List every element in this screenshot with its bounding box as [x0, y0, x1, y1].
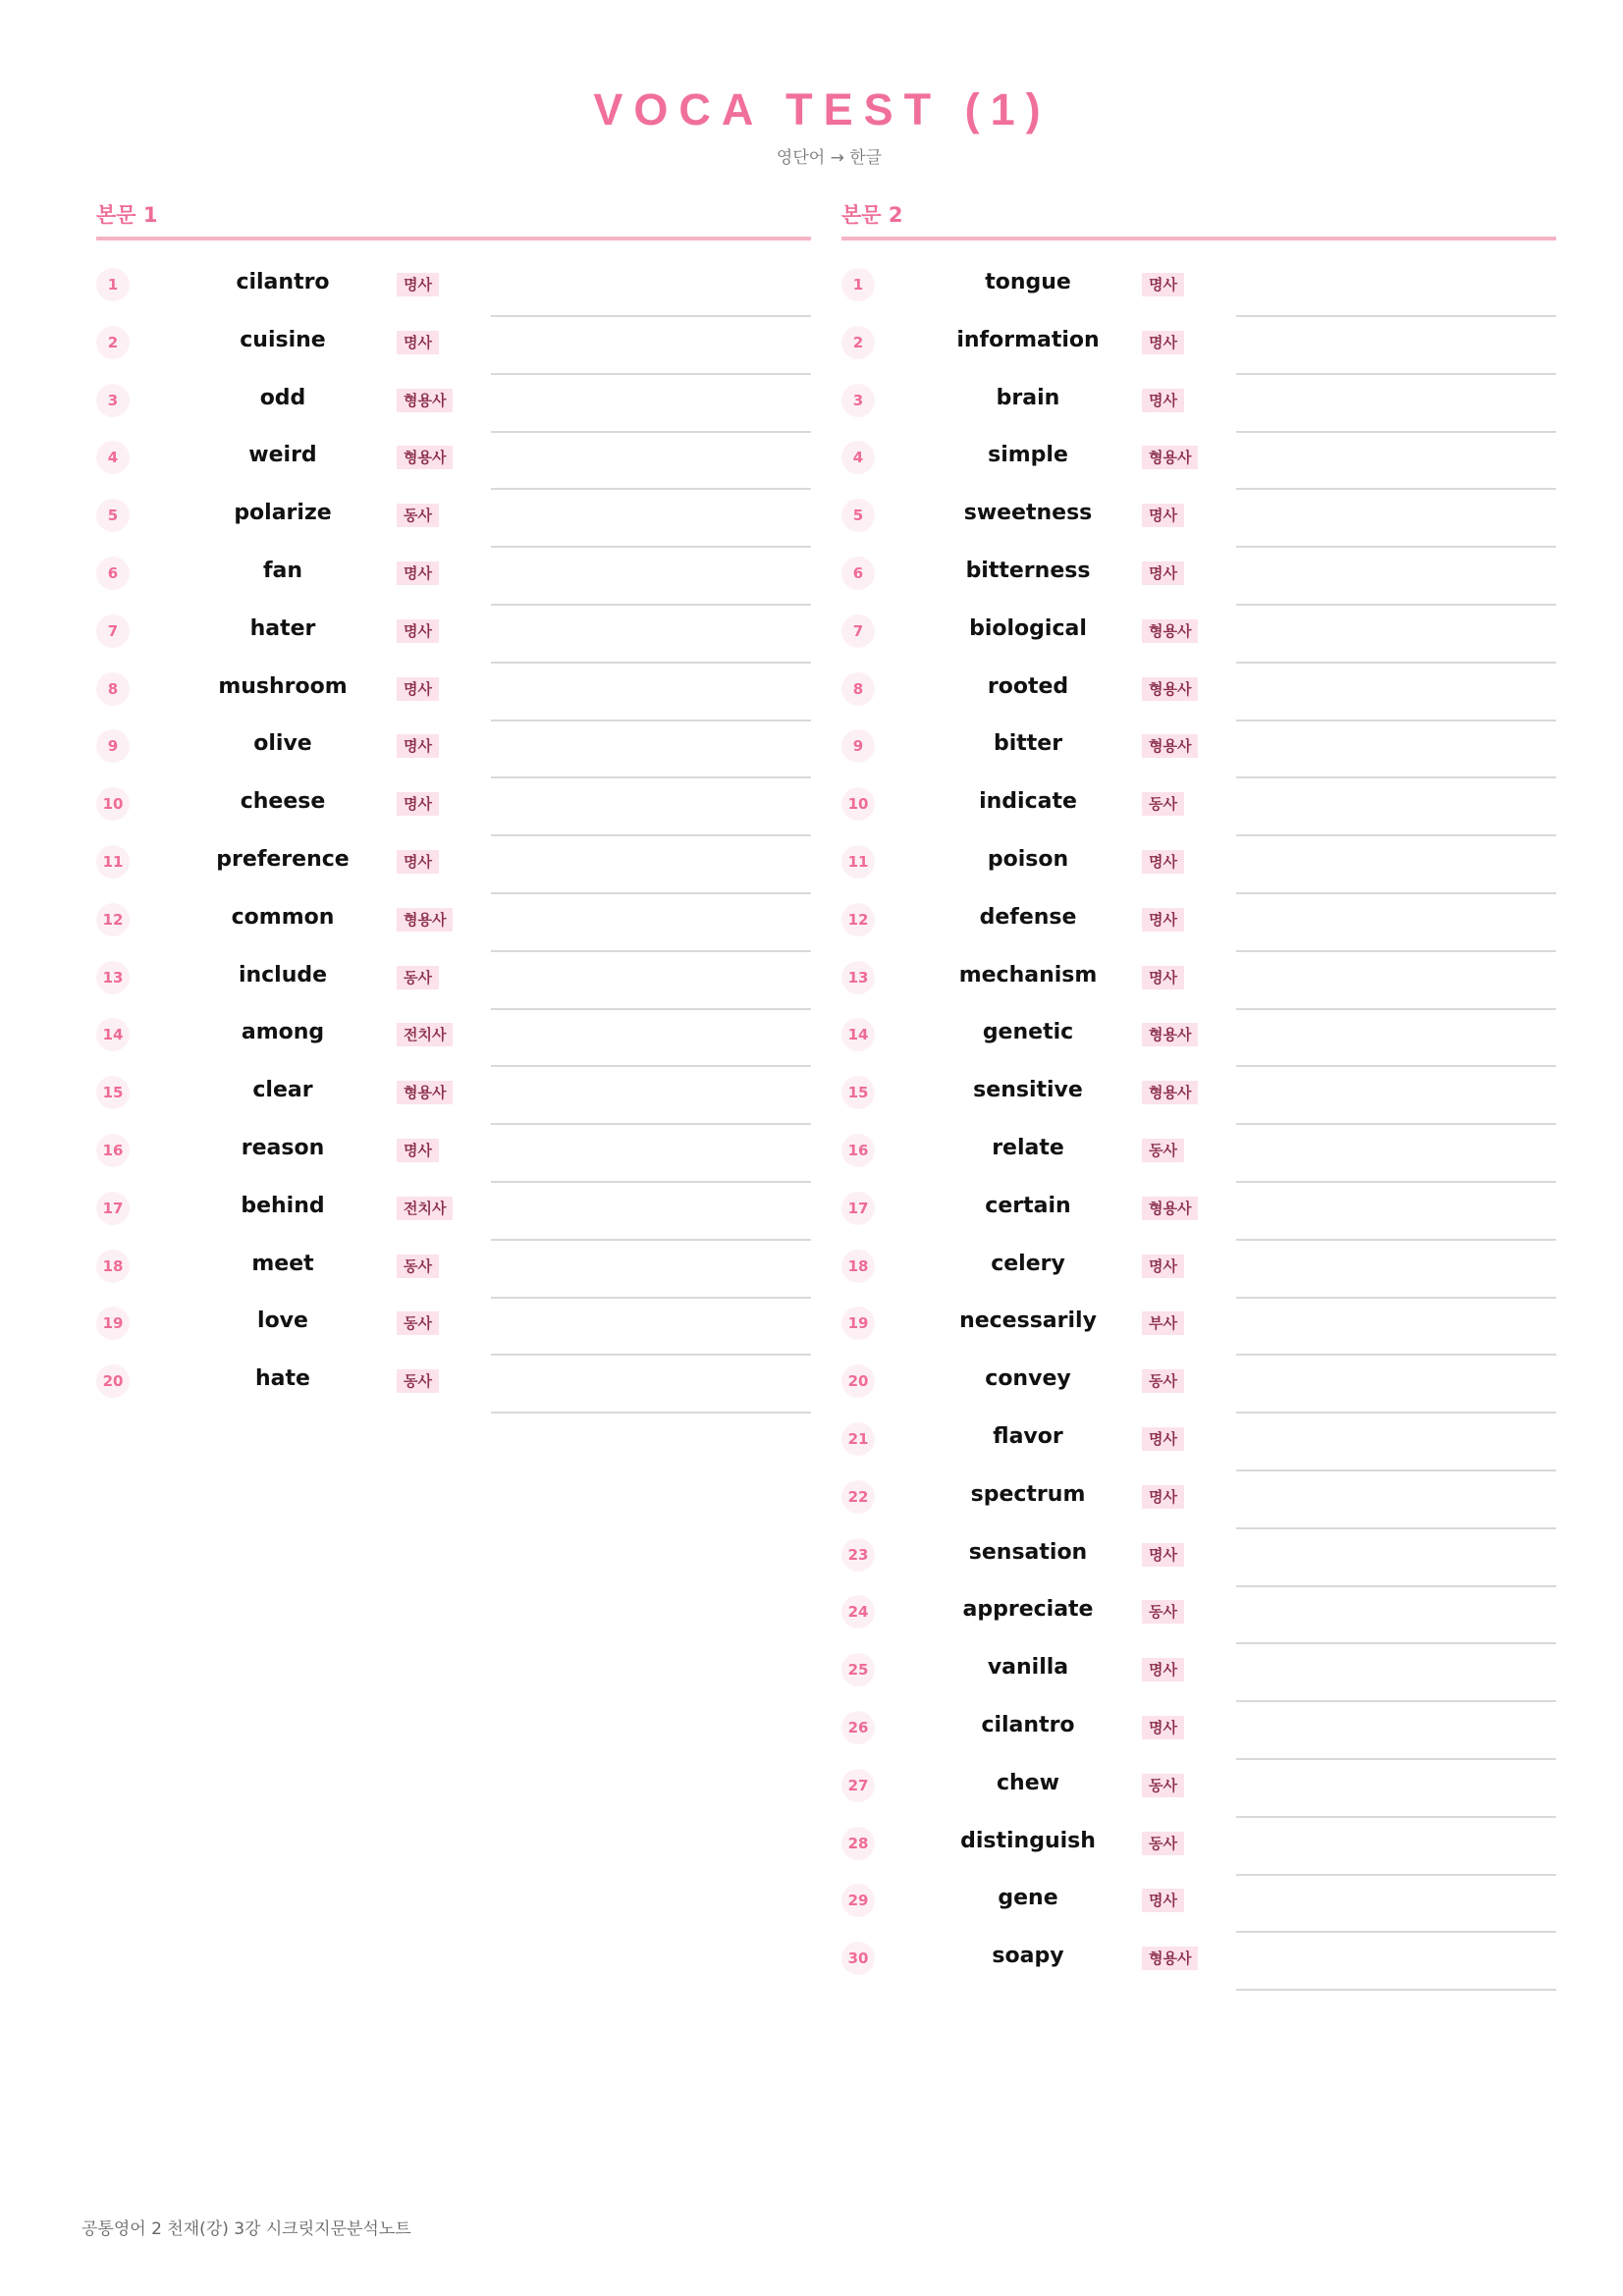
- vocab-row: [841, 1337, 1556, 1395]
- item-number: 17: [841, 1192, 875, 1225]
- section-1-column: [96, 197, 811, 1395]
- vocab-row: [841, 1856, 1556, 1914]
- vocab-row: [841, 1511, 1556, 1569]
- part-of-speech-badge: 명사: [1142, 1427, 1184, 1451]
- english-word: love: [257, 1308, 308, 1334]
- item-number: 25: [841, 1653, 875, 1686]
- english-word: celery: [991, 1251, 1065, 1276]
- english-word: hate: [255, 1366, 310, 1392]
- item-number: 12: [841, 903, 875, 936]
- item-number: 19: [96, 1307, 130, 1340]
- item-number: 22: [841, 1480, 875, 1514]
- english-word: tongue: [985, 270, 1071, 294]
- vocab-list: [96, 240, 811, 1395]
- item-number: 6: [841, 557, 875, 590]
- item-number: 4: [96, 441, 130, 474]
- english-word: mushroom: [218, 673, 348, 699]
- vocab-row: [841, 818, 1556, 876]
- page-subtitle: 영단어 → 한글: [776, 148, 883, 168]
- vocab-row: [96, 702, 811, 760]
- vocab-row: [841, 1741, 1556, 1799]
- part-of-speech-badge: 부사: [1142, 1311, 1184, 1335]
- vocab-row: [96, 1106, 811, 1164]
- part-of-speech-badge: 동사: [1142, 1369, 1184, 1393]
- english-word: rooted: [987, 673, 1069, 699]
- vocab-row: [841, 760, 1556, 818]
- part-of-speech-badge: 명사: [397, 850, 439, 874]
- part-of-speech-badge: 명사: [1142, 561, 1184, 585]
- item-number: 15: [841, 1076, 875, 1109]
- item-number: 14: [96, 1018, 130, 1051]
- vocab-row: [841, 1106, 1556, 1164]
- part-of-speech-badge: 명사: [397, 561, 439, 585]
- section-2-column: [841, 197, 1556, 1972]
- item-number: 5: [841, 499, 875, 532]
- vocab-row: [841, 702, 1556, 760]
- part-of-speech-badge: 명사: [397, 1139, 439, 1162]
- vocab-row: [96, 356, 811, 414]
- vocab-row: [96, 1337, 811, 1395]
- part-of-speech-badge: 형용사: [1142, 619, 1198, 643]
- part-of-speech-badge: 명사: [1142, 908, 1184, 932]
- english-word: fan: [262, 558, 303, 583]
- english-word: olive: [253, 731, 312, 757]
- part-of-speech-badge: 동사: [397, 1369, 439, 1393]
- vocab-row: [96, 1222, 811, 1280]
- item-number: 8: [96, 672, 130, 706]
- english-word: include: [238, 962, 328, 988]
- item-number: 11: [96, 845, 130, 879]
- vocab-row: [96, 1164, 811, 1222]
- vocab-row: [841, 1279, 1556, 1337]
- vocab-row: [841, 1914, 1556, 1972]
- part-of-speech-badge: 형용사: [1142, 446, 1198, 469]
- part-of-speech-badge: 명사: [1142, 1543, 1184, 1567]
- part-of-speech-badge: 명사: [397, 677, 439, 701]
- part-of-speech-badge: 형용사: [1142, 677, 1198, 701]
- english-word: weird: [248, 443, 317, 468]
- vocab-row: [96, 471, 811, 529]
- item-number: 2: [841, 326, 875, 359]
- part-of-speech-badge: 전치사: [397, 1197, 453, 1220]
- english-word: vanilla: [987, 1655, 1069, 1681]
- vocab-row: [96, 1279, 811, 1337]
- part-of-speech-badge: 명사: [397, 792, 439, 816]
- english-word: soapy: [992, 1944, 1064, 1969]
- item-number: 3: [841, 384, 875, 417]
- vocab-row: [841, 413, 1556, 471]
- english-word: among: [241, 1020, 325, 1045]
- english-word: information: [956, 327, 1100, 352]
- vocab-row: [841, 1048, 1556, 1106]
- vocab-row: [96, 645, 811, 703]
- vocab-row: [841, 1395, 1556, 1453]
- vocab-row: [96, 760, 811, 818]
- section-title: 본문 1: [96, 203, 158, 227]
- english-word: distinguish: [960, 1828, 1096, 1853]
- vocab-row: [841, 471, 1556, 529]
- vocab-row: [96, 413, 811, 471]
- part-of-speech-badge: 명사: [397, 331, 439, 354]
- part-of-speech-badge: 명사: [1142, 273, 1184, 296]
- item-number: 3: [96, 384, 130, 417]
- item-number: 1: [841, 268, 875, 301]
- item-number: 19: [841, 1307, 875, 1340]
- part-of-speech-badge: 형용사: [1142, 1197, 1198, 1220]
- item-number: 23: [841, 1538, 875, 1572]
- item-number: 21: [841, 1422, 875, 1456]
- vocab-row: [96, 298, 811, 356]
- vocab-row: [841, 529, 1556, 587]
- part-of-speech-badge: 명사: [1142, 1658, 1184, 1682]
- english-word: gene: [998, 1886, 1058, 1911]
- vocab-row: [841, 1799, 1556, 1857]
- part-of-speech-badge: 명사: [1142, 1716, 1184, 1739]
- english-word: indicate: [979, 789, 1077, 815]
- part-of-speech-badge: 형용사: [397, 446, 453, 469]
- english-word: biological: [969, 615, 1087, 641]
- item-number: 9: [96, 729, 130, 763]
- part-of-speech-badge: 형용사: [1142, 734, 1198, 758]
- part-of-speech-badge: 명사: [1142, 389, 1184, 412]
- vocab-row: [841, 876, 1556, 934]
- english-word: poison: [987, 846, 1069, 872]
- part-of-speech-badge: 동사: [1142, 792, 1184, 816]
- part-of-speech-badge: 동사: [1142, 1139, 1184, 1162]
- part-of-speech-badge: 동사: [397, 504, 439, 527]
- part-of-speech-badge: 명사: [397, 734, 439, 758]
- item-number: 20: [841, 1364, 875, 1398]
- item-number: 10: [96, 787, 130, 821]
- part-of-speech-badge: 형용사: [397, 1081, 453, 1104]
- english-word: preference: [216, 846, 350, 872]
- item-number: 17: [96, 1192, 130, 1225]
- section-header: [96, 197, 811, 240]
- item-number: 13: [841, 961, 875, 994]
- english-word: chew: [997, 1770, 1059, 1795]
- item-number: 26: [841, 1711, 875, 1744]
- english-word: odd: [259, 385, 306, 410]
- english-word: common: [231, 904, 335, 930]
- part-of-speech-badge: 명사: [1142, 966, 1184, 989]
- english-word: flavor: [993, 1423, 1063, 1449]
- item-number: 2: [96, 326, 130, 359]
- item-number: 29: [841, 1884, 875, 1917]
- english-word: meet: [251, 1251, 314, 1276]
- answer-line[interactable]: [491, 1412, 811, 1414]
- vocab-row: [841, 1626, 1556, 1683]
- english-word: brain: [996, 385, 1060, 410]
- english-word: genetic: [982, 1020, 1074, 1045]
- part-of-speech-badge: 명사: [1142, 850, 1184, 874]
- english-word: cheese: [240, 789, 326, 815]
- part-of-speech-badge: 형용사: [1142, 1947, 1198, 1970]
- page-title: VOCA TEST (1): [593, 84, 1052, 134]
- item-number: 9: [841, 729, 875, 763]
- part-of-speech-badge: 동사: [1142, 1774, 1184, 1797]
- vocab-row: [841, 1453, 1556, 1511]
- item-number: 7: [96, 614, 130, 648]
- item-number: 5: [96, 499, 130, 532]
- vocab-row: [841, 990, 1556, 1048]
- vocab-row: [841, 1164, 1556, 1222]
- english-word: sensitive: [973, 1078, 1083, 1103]
- english-word: sensation: [968, 1539, 1088, 1565]
- vocab-row: [96, 818, 811, 876]
- section-title: 본문 2: [841, 203, 903, 227]
- english-word: cilantro: [981, 1712, 1075, 1737]
- part-of-speech-badge: 명사: [1142, 504, 1184, 527]
- part-of-speech-badge: 명사: [1142, 331, 1184, 354]
- english-word: cuisine: [240, 327, 326, 352]
- english-word: spectrum: [970, 1481, 1086, 1507]
- page-header: [0, 80, 1623, 168]
- part-of-speech-badge: 동사: [1142, 1600, 1184, 1624]
- english-word: necessarily: [959, 1308, 1097, 1334]
- item-number: 18: [841, 1250, 875, 1283]
- part-of-speech-badge: 형용사: [397, 908, 453, 932]
- part-of-speech-badge: 명사: [1142, 1485, 1184, 1509]
- answer-line[interactable]: [1236, 1989, 1556, 1991]
- item-number: 15: [96, 1076, 130, 1109]
- vocab-row: [96, 529, 811, 587]
- part-of-speech-badge: 동사: [397, 1311, 439, 1335]
- english-word: bitterness: [965, 558, 1091, 583]
- vocab-row: [841, 1222, 1556, 1280]
- english-word: cilantro: [236, 270, 330, 294]
- vocab-row: [841, 1568, 1556, 1626]
- part-of-speech-badge: 동사: [397, 1255, 439, 1278]
- vocab-row: [841, 240, 1556, 298]
- item-number: 8: [841, 672, 875, 706]
- english-word: certain: [985, 1193, 1071, 1218]
- english-word: hater: [249, 615, 316, 641]
- vocab-row: [96, 240, 811, 298]
- vocab-row: [841, 587, 1556, 645]
- english-word: convey: [985, 1366, 1071, 1392]
- vocab-row: [96, 587, 811, 645]
- part-of-speech-badge: 형용사: [397, 389, 453, 412]
- item-number: 7: [841, 614, 875, 648]
- english-word: appreciate: [962, 1597, 1094, 1623]
- vocab-row: [96, 876, 811, 934]
- item-number: 16: [96, 1134, 130, 1167]
- english-word: relate: [992, 1135, 1064, 1160]
- item-number: 10: [841, 787, 875, 821]
- part-of-speech-badge: 명사: [397, 619, 439, 643]
- english-word: clear: [252, 1078, 313, 1103]
- english-word: sweetness: [963, 501, 1093, 526]
- vocab-row: [841, 298, 1556, 356]
- item-number: 24: [841, 1595, 875, 1629]
- vocab-row: [841, 934, 1556, 991]
- english-word: bitter: [993, 731, 1063, 757]
- item-number: 16: [841, 1134, 875, 1167]
- part-of-speech-badge: 전치사: [397, 1023, 453, 1046]
- item-number: 1: [96, 268, 130, 301]
- part-of-speech-badge: 명사: [1142, 1255, 1184, 1278]
- vocab-row: [96, 934, 811, 991]
- part-of-speech-badge: 형용사: [1142, 1081, 1198, 1104]
- vocab-row: [841, 645, 1556, 703]
- item-number: 4: [841, 441, 875, 474]
- item-number: 12: [96, 903, 130, 936]
- item-number: 27: [841, 1769, 875, 1802]
- page-footer: 공통영어 2 천재(강) 3강 시크릿지문분석노트: [81, 2219, 411, 2239]
- part-of-speech-badge: 명사: [397, 273, 439, 296]
- item-number: 18: [96, 1250, 130, 1283]
- part-of-speech-badge: 동사: [397, 966, 439, 989]
- english-word: simple: [988, 443, 1068, 468]
- vocab-row: [96, 990, 811, 1048]
- vocab-row: [96, 1048, 811, 1106]
- item-number: 28: [841, 1827, 875, 1860]
- item-number: 13: [96, 961, 130, 994]
- english-word: defense: [979, 904, 1077, 930]
- section-header: [841, 197, 1556, 240]
- english-word: polarize: [234, 501, 332, 526]
- part-of-speech-badge: 동사: [1142, 1832, 1184, 1855]
- vocab-list: [841, 240, 1556, 1972]
- english-word: mechanism: [958, 962, 1098, 988]
- item-number: 6: [96, 557, 130, 590]
- item-number: 14: [841, 1018, 875, 1051]
- item-number: 30: [841, 1942, 875, 1975]
- item-number: 20: [96, 1364, 130, 1398]
- part-of-speech-badge: 명사: [1142, 1889, 1184, 1912]
- english-word: reason: [241, 1135, 325, 1160]
- part-of-speech-badge: 형용사: [1142, 1023, 1198, 1046]
- english-word: behind: [241, 1193, 325, 1218]
- vocab-row: [841, 1683, 1556, 1741]
- vocab-row: [841, 356, 1556, 414]
- item-number: 11: [841, 845, 875, 879]
